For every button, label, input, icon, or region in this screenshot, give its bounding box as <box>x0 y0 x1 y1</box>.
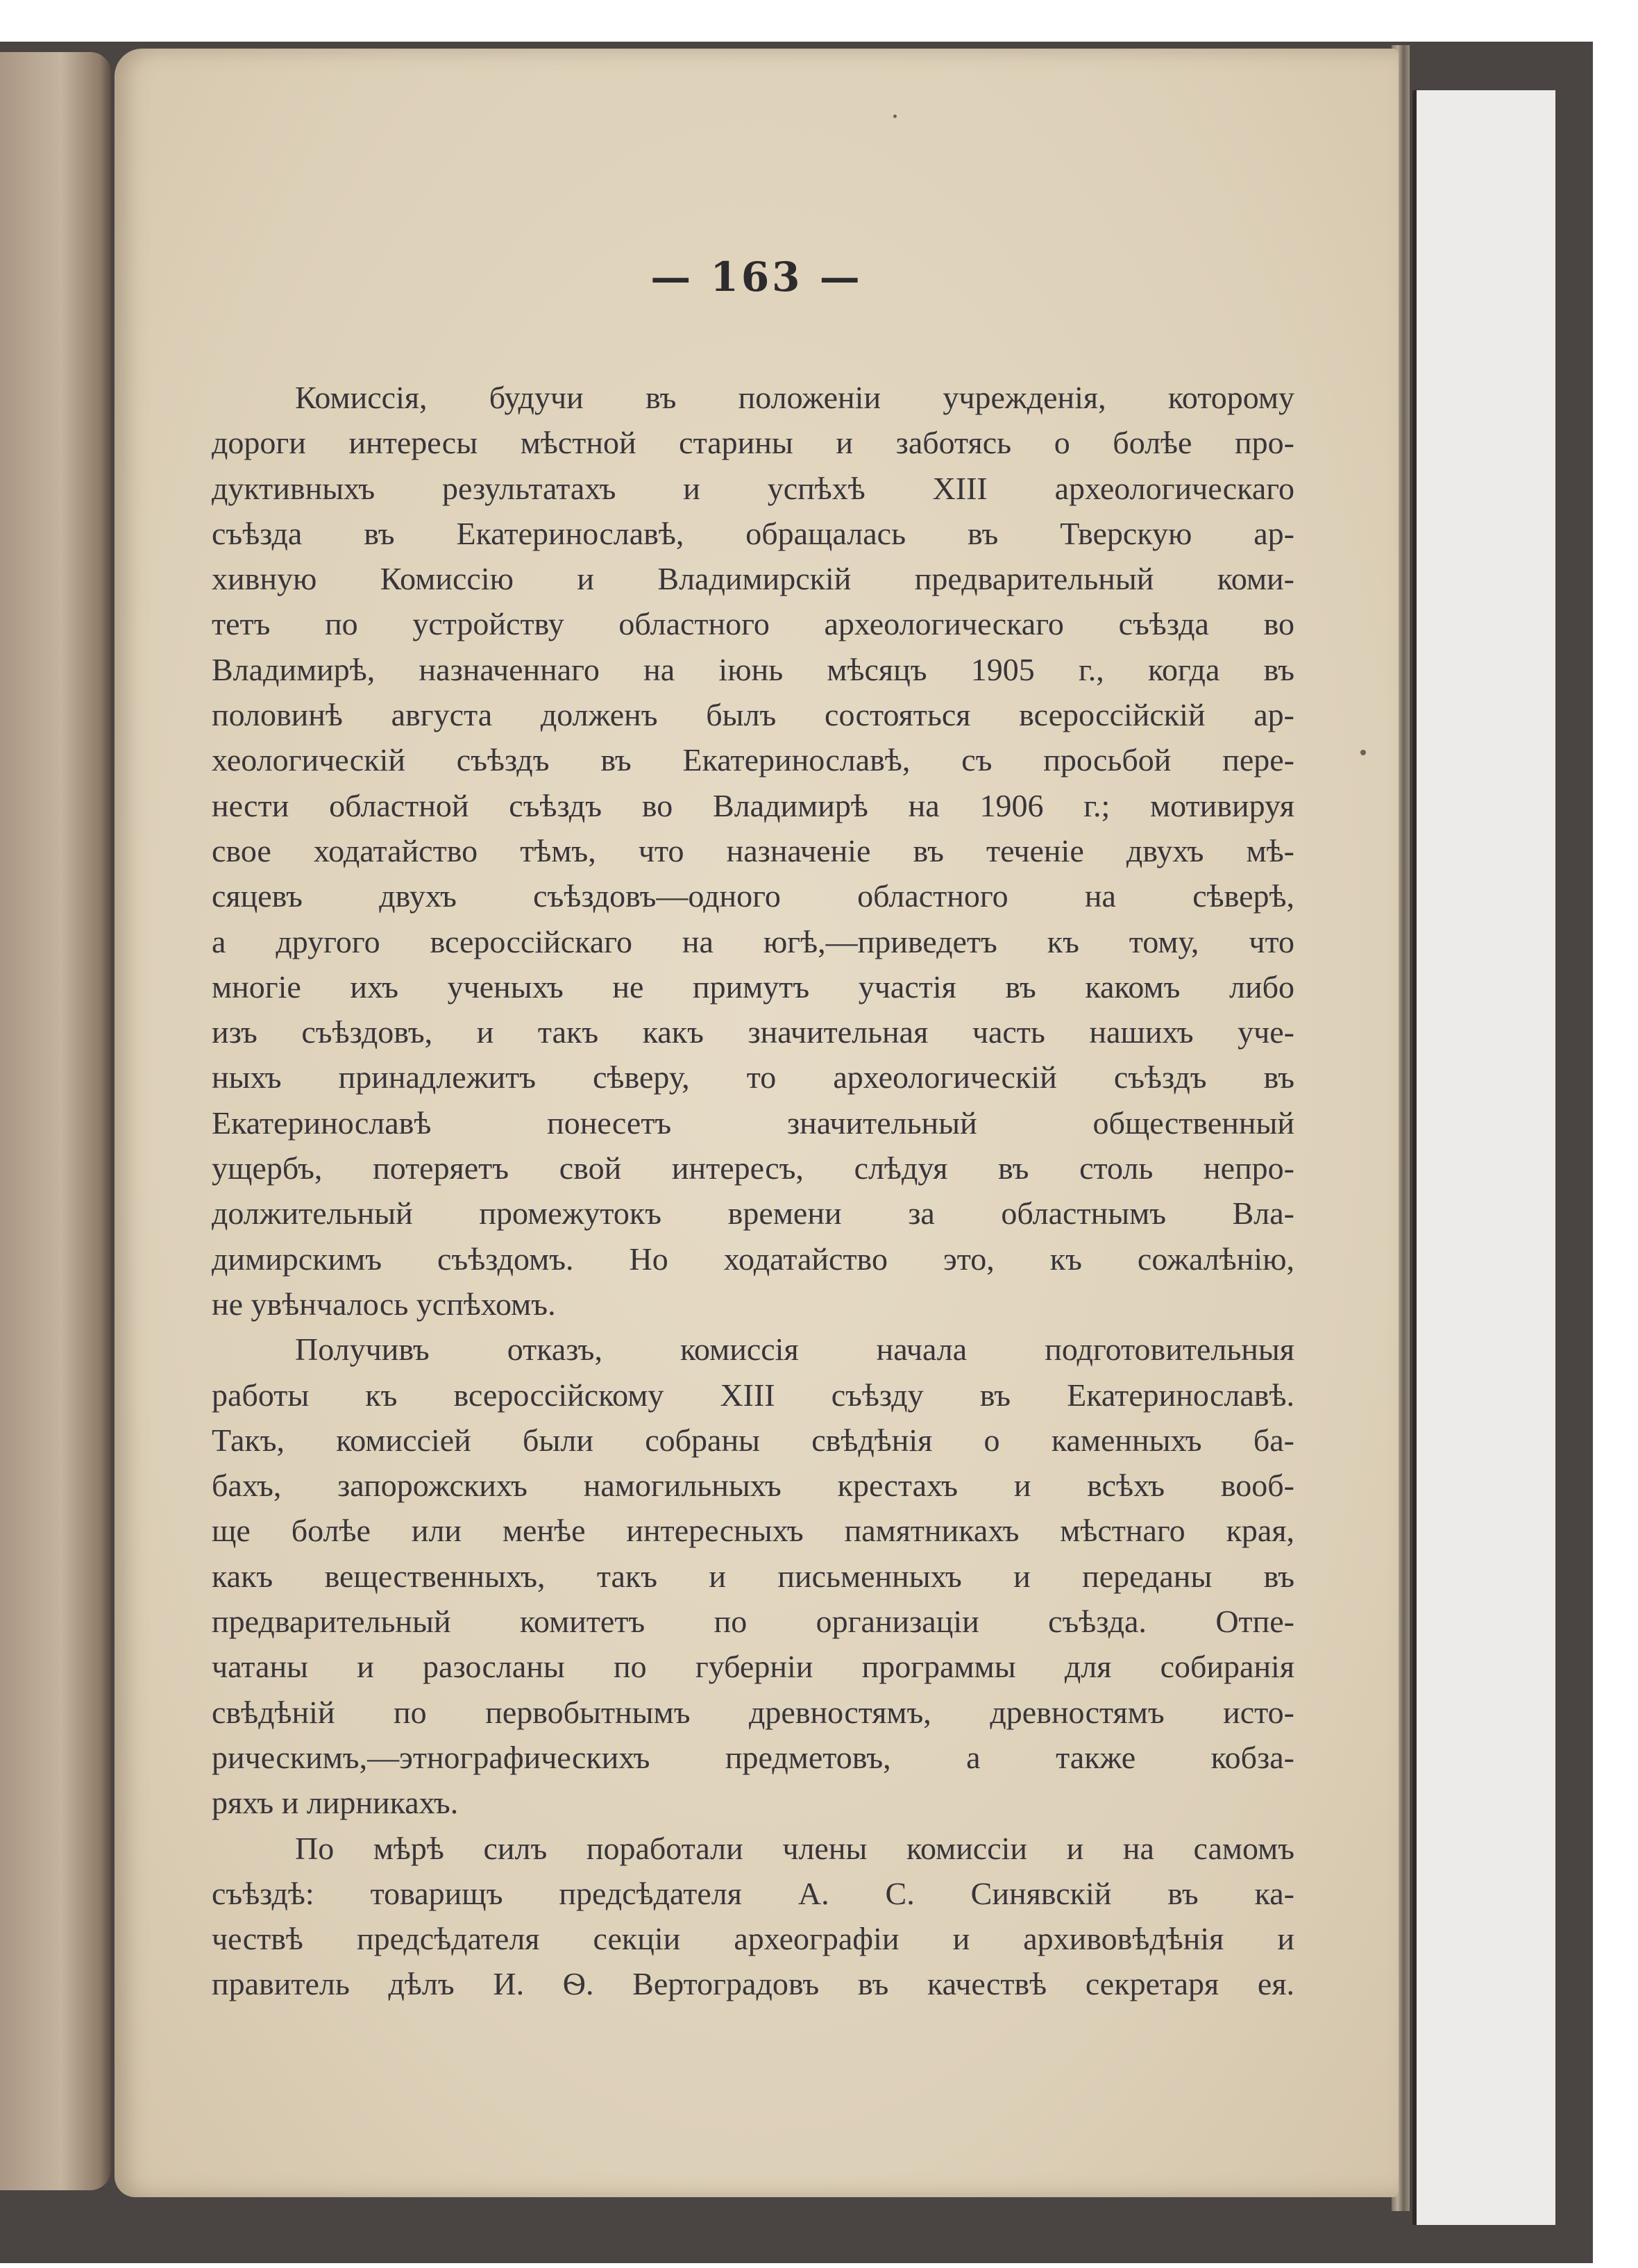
text-line: чествѣ предсѣдателя секціи археографіи и архивовѣдѣнія и <box>212 1921 1294 1957</box>
text-line: ныхъ принадлежитъ сѣверу, то археологическій съѣздъ въ <box>212 1059 1294 1095</box>
text-line: предварительный комитетъ по организаціи съѣзда. Отпе- <box>212 1604 1294 1640</box>
page-text <box>212 375 1294 2007</box>
text-line: ще болѣе или менѣе интересныхъ памятникахъ мѣстнаго края, <box>212 1513 1294 1549</box>
text-line: Екатеринославѣ понесетъ значительный общественный <box>212 1104 1294 1141</box>
left-page-edge <box>0 52 111 2190</box>
text-line: дуктивныхъ результатахъ и успѣхѣ XIII археологическаго <box>212 470 1294 506</box>
text-line: димирскимъ съѣздомъ. Но ходатайство это, къ сожалѣнію, <box>212 1241 1294 1277</box>
right-backing-sheet <box>1412 90 1555 2225</box>
text-line: съѣздѣ: товарищъ предсѣдателя А. С. Синявскій въ ка- <box>212 1875 1294 1911</box>
text-line: половинѣ августа долженъ былъ состояться всероссійскій ар- <box>212 697 1294 733</box>
text-line: изъ съѣздовъ, и такъ какъ значительная часть нашихъ уче- <box>212 1014 1294 1050</box>
text-line: ряхъ и лирникахъ. <box>212 1785 459 1821</box>
text-line: тетъ по устройству областного археологическаго съѣзда во <box>212 606 1294 642</box>
text-line: многіе ихъ ученыхъ не примутъ участія въ какомъ либо <box>212 968 1294 1005</box>
paper-speck <box>1360 750 1366 755</box>
text-line: свое ходатайство тѣмъ, что назначеніе въ теченіе двухъ мѣ- <box>212 832 1294 868</box>
text-line: Получивъ отказъ, комиссія начала подготовительныя <box>295 1332 1294 1368</box>
text-line: чатаны и разосланы по губерніи программы для собиранія <box>212 1649 1294 1685</box>
text-line: съѣзда въ Екатеринославѣ, обращалась въ Тверскую ар- <box>212 515 1294 551</box>
paragraph <box>212 375 1294 1327</box>
text-line: а другого всероссійскаго на югѣ,—приведетъ къ тому, что <box>212 923 1294 959</box>
text-line: нести областной съѣздъ во Владимирѣ на 1906 г.; мотивируя <box>212 787 1294 823</box>
text-line: Владимирѣ, назначеннаго на іюнь мѣсяцъ 1905 г., когда въ <box>212 651 1294 687</box>
paragraph <box>212 1327 1294 1825</box>
text-line: должительный промежутокъ времени за областнымъ Вла- <box>212 1195 1294 1232</box>
text-line: рическимъ,—этнографическихъ предметовъ, а также кобза- <box>212 1739 1294 1775</box>
text-line: не увѣнчалось успѣхомъ. <box>212 1286 556 1322</box>
text-line: ущербъ, потеряетъ свой интересъ, слѣдуя въ столь непро- <box>212 1150 1294 1186</box>
text-line: дороги интересы мѣстной старины и заботясь о болѣе про- <box>212 425 1294 461</box>
text-line: сяцевъ двухъ съѣздовъ—одного областного на сѣверѣ, <box>212 878 1294 914</box>
text-line: правитель дѣлъ И. Ѳ. Вертоградовъ въ качествѣ секретаря ея. <box>212 1966 1294 2002</box>
text-line: хивную Комиссію и Владимирскій предварительный коми- <box>212 561 1294 597</box>
paper-speck <box>893 115 897 118</box>
text-line: хеологическій съѣздъ въ Екатеринославѣ, съ просьбой пере- <box>212 742 1294 778</box>
book-page <box>115 49 1399 2197</box>
text-line: Такъ, комиссіей были собраны свѣдѣнія о каменныхъ ба- <box>212 1422 1294 1458</box>
text-line: Комиссія, будучи въ положеніи учрежденія, которому <box>295 380 1294 415</box>
paragraph <box>212 1826 1294 2007</box>
text-line: работы къ всероссійскому XIII съѣзду въ Екатеринославѣ. <box>212 1377 1294 1413</box>
text-line: какъ вещественныхъ, такъ и письменныхъ и переданы въ <box>212 1558 1294 1594</box>
page-number: — 163 — <box>650 253 863 301</box>
text-line: бахъ, запорожскихъ намогильныхъ крестахъ и всѣхъ вооб- <box>212 1468 1294 1504</box>
text-line: По мѣрѣ силъ поработали члены комиссіи и на самомъ <box>295 1830 1294 1866</box>
text-line: свѣдѣній по первобытнымъ древностямъ, древностямъ исто- <box>212 1694 1294 1730</box>
